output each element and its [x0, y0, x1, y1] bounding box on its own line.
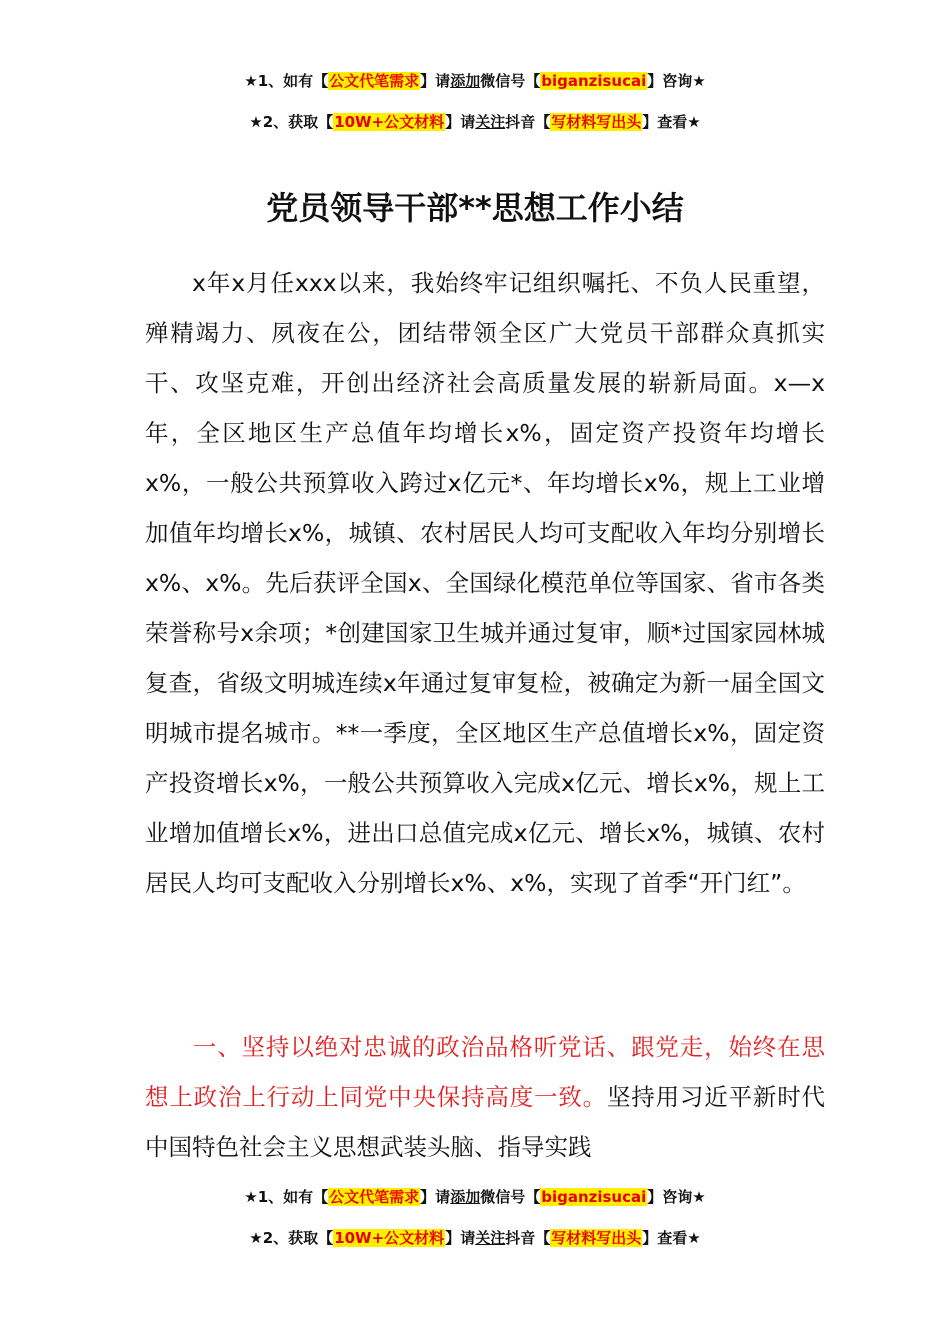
banner-underlined-text: 关注 [475, 1229, 506, 1247]
section-text: 坚持用习近平新时代中国特色社会主义思想武装头脑、指导实践 [145, 1083, 826, 1161]
footer-banner-line1 [0, 1186, 950, 1208]
document-title: 党员领导干部**思想工作小结 [266, 189, 684, 227]
banner-text: 】请 [420, 1188, 451, 1206]
banner-text: ★2、获取【 [249, 1229, 334, 1247]
paragraph-text: x年x月任xxx以来，我始终牢记组织嘱托、不负人民重望，殚精竭力、夙夜在公，团结带领全区广大党员干部群众真抓实干、攻坚克难，开创出经济社会高质量发展的崭新局面。x—x年，全区地区生产总值年均增长x%，固定资产投资年均增长x%，一般公共预算收入跨过x亿元*、年均增长x%，规上工业增加值年均增长x%，城镇、农村居民人均可支配收入年均分别增长x%、x%。先后获评全国x、全国绿化模范单位等国家、省市各类荣誉称号x余项；*创建国家卫生城并通过复审，顺*过国家园林城复查，省级文明城连续x年通过复审复检，被确定为新一届全国文明城市提名城市。**一季度，全区地区生产总值增长x%，固定资产投资增长x%，一般公共预算收入完成x亿元、增长x%，规上工业增加值增长x%，进出口总值完成x亿元、增长x%，城镇、农村居民人均可支配收入分别增长x%、x%，实现了首季“开门红”。 [145, 269, 825, 897]
banner-highlight-douyin: 写材料写出头 [551, 1229, 642, 1247]
banner-text: 微信号【 [480, 72, 541, 90]
banner-text: 抖音【 [505, 113, 551, 131]
banner-underlined-text: 添加 [450, 72, 481, 90]
section-paragraph [145, 1022, 825, 1172]
banner-highlight: 10W+公文材料 [334, 1229, 445, 1247]
banner-text: ★1、如有【 [244, 72, 329, 90]
banner-text: 抖音【 [505, 1229, 551, 1247]
footer-banner-line2 [0, 1227, 950, 1249]
banner-highlight: 10W+公文材料 [334, 113, 445, 131]
banner-highlight-wechat: biganzisucai [541, 1188, 647, 1206]
banner-text: 】请 [420, 72, 451, 90]
banner-highlight: 公文代笔需求 [329, 72, 420, 90]
banner-highlight-douyin: 写材料写出头 [551, 113, 642, 131]
banner-text: 】咨询★ [647, 1188, 706, 1206]
banner-highlight: 公文代笔需求 [329, 1188, 420, 1206]
banner-text: ★1、如有【 [244, 1188, 329, 1206]
section-heading: 一、坚持以绝对忠诚的政治品格听党话、跟党走，始终在思想上政治上行动上同党中央保持高度一致。 [145, 1033, 825, 1111]
banner-text: 】查看★ [642, 1229, 701, 1247]
body-paragraph [145, 258, 825, 908]
header-banner-line2 [0, 111, 950, 133]
banner-text: 】请 [445, 113, 476, 131]
banner-text: 】咨询★ [647, 72, 706, 90]
banner-text: 】请 [445, 1229, 476, 1247]
banner-underlined-text: 添加 [450, 1188, 481, 1206]
banner-text: 微信号【 [480, 1188, 541, 1206]
banner-underlined-text: 关注 [475, 113, 506, 131]
banner-highlight-wechat: biganzisucai [541, 72, 647, 90]
header-banner-line1 [0, 70, 950, 92]
banner-text: 】查看★ [642, 113, 701, 131]
banner-text: ★2、获取【 [249, 113, 334, 131]
